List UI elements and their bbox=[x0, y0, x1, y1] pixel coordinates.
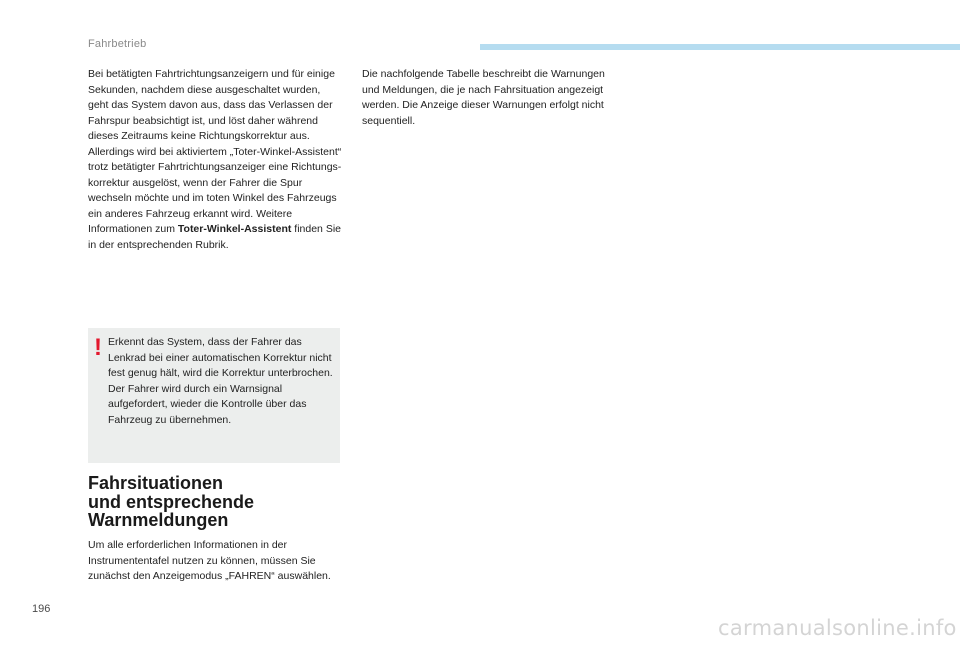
warning-box bbox=[88, 328, 340, 463]
watermark: carmanualsonline.info bbox=[718, 616, 957, 640]
section-paragraph: Um alle erforderlichen Informationen in der Instrumententafel nutzen zu können, müssen Sie zunächst den Anzeigemodus „FAHREN“ auswählen. bbox=[88, 539, 331, 582]
heading-line-3: Warnmeldungen bbox=[88, 510, 229, 530]
intro-text-end: finden Sie in der entsprechenden Rubrik. bbox=[88, 223, 341, 251]
exclamation-icon: ! bbox=[94, 334, 102, 361]
heading-line-2: und entsprechende bbox=[88, 491, 255, 512]
section-label: Fahrbetrieb bbox=[88, 38, 147, 50]
right-paragraph: Die nachfolgende Tabelle beschreibt die Warnungen und Meldungen, die je nach Fahrsituation angezeigt werden. Die Anzeige dieser Warnungen erfolgt nicht sequentiell. bbox=[362, 68, 605, 127]
right-column bbox=[362, 67, 612, 129]
header-accent-bar bbox=[480, 44, 960, 50]
section-heading bbox=[88, 474, 348, 530]
warning-text: Erkennt das System, dass der Fahrer das Lenkrad bei einer automatischen Korrektur nicht fest genug hält, wird die Korrektur unterbrochen. Der Fahrer wird durch ein Warnsignal aufgefordert, wieder die Kontrolle über das Fahrzeug zu übernehmen. bbox=[108, 336, 333, 426]
blind-spot-link-text: Toter-Winkel-Assistent bbox=[177, 223, 292, 235]
intro-paragraph bbox=[88, 67, 343, 253]
page-number: 196 bbox=[32, 603, 51, 615]
intro-text: Bei betätigten Fahrtrichtungsanzeigern und für einige Sekunden, nachdem diese ausgeschaltet wurden, geht das System davon aus, dass das Verlassen der Fahrspur beabsichtigt ist, und löst daher während dieses Zeitraums keine Richtungskorrektur aus. Allerdings wird bei aktiviertem „Toter-Winkel-Assistent“ trotz betätigter Fahrtrichtungsanzeiger eine Richtungs-korrektur ausgelöst, wenn der Fahrer die Spur wechseln möchte und im toten Winkel des Fahrzeugs ein anderes Fahrzeug erkannt wird. Weitere Informationen zum bbox=[88, 68, 342, 235]
left-column bbox=[88, 67, 343, 253]
heading-line-1: Fahrsituationen bbox=[88, 473, 224, 493]
section-body bbox=[88, 538, 343, 585]
